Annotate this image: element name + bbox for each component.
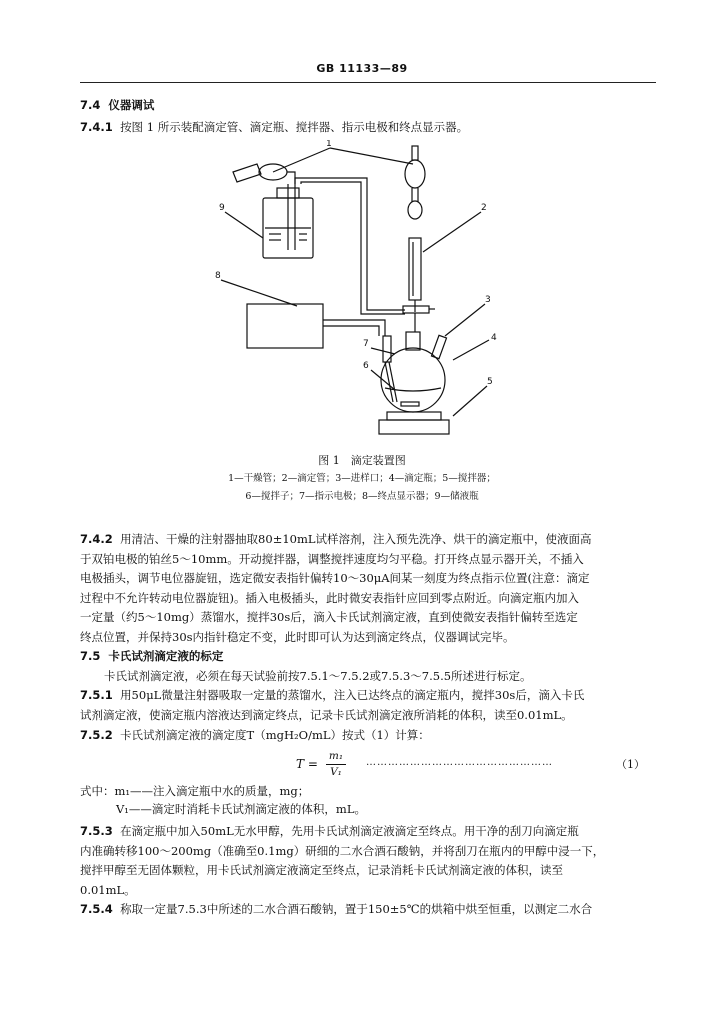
section-number: 7.5.4 (80, 902, 113, 916)
section-text: 卡氏试剂滴定液的滴定度T（mgH₂O/mL）按式（1）计算： (120, 728, 430, 742)
section-7-4-1 (80, 120, 468, 135)
label-1: 1 (326, 140, 332, 149)
section-text: 称取一定量7.5.3中所述的二水合酒石酸钠，置于150±5℃的烘箱中烘至恒重，以测定二水合 (120, 902, 593, 916)
section-7-5-heading (80, 649, 223, 664)
section-number: 7.4 (80, 98, 101, 112)
paragraph-line: 于双铂电极的铂丝5～10mm。开动搅拌器，调整搅拌速度均匀平稳。打开终点显示器开关，不插入 (80, 551, 584, 566)
formula-numerator: m₁ (328, 750, 344, 762)
label-3: 3 (485, 295, 491, 305)
leader-9 (225, 212, 263, 238)
fraction-bar (326, 764, 346, 765)
section-number: 7.4.2 (80, 532, 113, 546)
label-9: 9 (219, 203, 225, 213)
paragraph-line: 用清洁、干燥的注射器抽取80±10mL试样溶剂，注入预先洗净、烘干的滴定瓶中，使液面高 (120, 532, 592, 546)
header-rule (80, 82, 656, 83)
paragraph-line: 一定量（约5～10mg）蒸馏水，搅拌30s后，滴入卡氏试剂滴定液，直到使微安表指针偏转至选定 (80, 610, 578, 624)
label-6: 6 (363, 361, 369, 371)
paragraph-line: 0.01mL。 (80, 882, 136, 897)
section-number: 7.4.1 (80, 120, 113, 134)
label-8: 8 (215, 271, 221, 281)
formula-leader-dots: …………………………………………… (366, 757, 553, 768)
formula-1 (296, 750, 656, 780)
section-number: 7.5.2 (80, 728, 113, 742)
label-4: 4 (491, 333, 497, 343)
leader-1a (273, 148, 330, 172)
figure-legend-line-2: 6—搅拌子；7—指示电极；8—终点显示器；9—储液瓶 (245, 491, 479, 502)
paragraph-line: 用50μL微量注射器吸取一定量的蒸馏水，注入已达终点的滴定瓶内，搅拌30s后，滴入卡氏 (120, 688, 585, 702)
label-7: 7 (363, 339, 369, 349)
leader-5 (453, 386, 487, 416)
storage-bottle (263, 184, 313, 258)
formula-where-v1: V₁——滴定时消耗卡氏试剂滴定液的体积，mL。 (116, 802, 366, 816)
paragraph-line: 终点位置，并保持30s内指针稳定不变，此时即可认为达到滴定终点，仪器调试完毕。 (80, 629, 515, 644)
leader-3 (445, 304, 485, 336)
burette (403, 238, 435, 332)
drying-tube-top (405, 146, 425, 219)
paragraph-line: 内准确转移100～200mg（准确至0.1mg）研细的二水合酒石酸钠，并将刮刀在瓶内的甲醇中浸一下， (80, 843, 605, 858)
paragraph-line: 试剂滴定液，使滴定瓶内溶液达到滴定终点，记录卡氏试剂滴定液所消耗的体积，读至0.01mL。 (80, 707, 573, 722)
formula-denominator: V₁ (330, 766, 342, 778)
section-title: 仪器调试 (108, 98, 155, 112)
section-7-5-1 (80, 686, 656, 725)
paragraph-line: 电极插头，调节电位器旋钮，选定微安表指针偏转10～30μA间某一刻度为终点指示位置(注意：滴定 (80, 571, 590, 585)
paragraph-line: 在滴定瓶中加入50mL无水甲醇，先用卡氏试剂滴定液滴定至终点。用干净的刮刀向滴定瓶 (120, 824, 579, 838)
label-5: 5 (487, 377, 493, 387)
section-7-5-2 (80, 728, 430, 743)
label-2: 2 (481, 203, 487, 213)
feed-tube-inner (301, 182, 405, 314)
paragraph-line: 搅拌甲醇至无固体颗粒，用卡氏试剂滴定液滴定至终点，记录消耗卡氏试剂滴定液的体积，读至 (80, 863, 563, 877)
stir-bar (401, 402, 419, 406)
section-number: 7.5 (80, 649, 101, 663)
leader-8 (221, 280, 297, 306)
section-number: 7.5.3 (80, 824, 113, 838)
endpoint-display-box (247, 304, 323, 348)
section-7-5-4 (80, 902, 592, 917)
formula-lhs: T = (296, 757, 318, 771)
section-7-4-heading (80, 98, 154, 113)
section-number: 7.5.1 (80, 688, 113, 702)
section-7-5-intro: 卡氏试剂滴定液，必须在每天试验前按7.5.1～7.5.2或7.5.3～7.5.5所述进行标定。 (104, 669, 532, 683)
formula-tag: （1） (616, 758, 645, 771)
titration-flask (381, 332, 447, 412)
section-7-4-2 (80, 530, 656, 647)
section-7-5-3 (80, 822, 656, 900)
where-label: 式中： (80, 784, 115, 798)
formula-where-m1 (80, 784, 309, 799)
paragraph-line: 过程中不允许转动电位器旋钮)。插入电极插头，此时微安表指针应回到零点附近。向滴定瓶内加入 (80, 590, 579, 605)
figure-caption: 图 1 滴定装置图 (318, 454, 406, 467)
leader-2 (423, 212, 481, 252)
leader-1b (330, 148, 413, 164)
titration-apparatus-diagram (195, 140, 515, 445)
electrode-lead-b (323, 326, 379, 336)
figure-legend-line-1: 1—干燥管；2—滴定管；3—进样口；4—滴定瓶；5—搅拌器； (228, 473, 496, 484)
standard-code-header: GB 11133—89 (316, 62, 408, 75)
section-title: 卡氏试剂滴定液的标定 (108, 649, 224, 663)
stirrer (379, 412, 449, 434)
electrode-lead-a (323, 320, 385, 336)
where-m1-text: m₁——注入滴定瓶中水的质量，mg； (114, 784, 310, 798)
section-text: 按图 1 所示装配滴定管、滴定瓶、搅拌器、指示电极和终点显示器。 (120, 120, 469, 134)
leader-4 (453, 340, 489, 360)
